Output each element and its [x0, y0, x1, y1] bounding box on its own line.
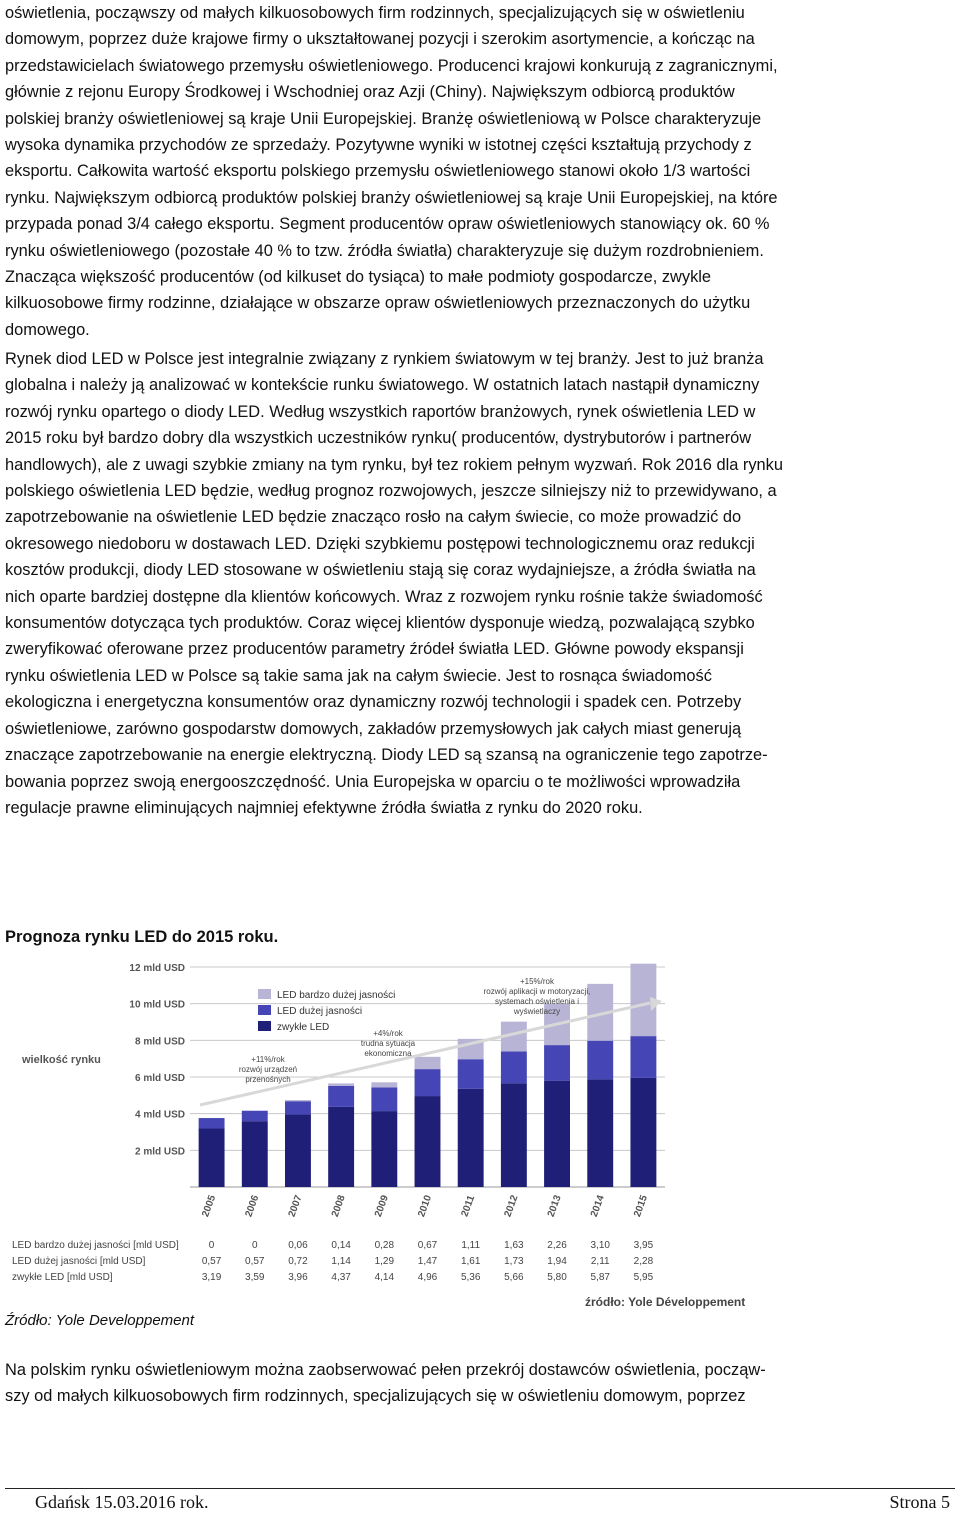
- table-cell: 1,14: [331, 1256, 351, 1267]
- chart-heading: Prognoza rynku LED do 2015 roku.: [5, 928, 279, 946]
- paragraph-3-line: Na polskim rynku oświetleniowym można zaobserwować pełen przekrój dostawców oświetlenia, począw-: [5, 1361, 766, 1379]
- bar-segment-2009-s0: [371, 1111, 397, 1187]
- bar-segment-2012-s0: [501, 1083, 527, 1187]
- y-tick-label: 6 mld USD: [134, 1073, 185, 1084]
- paragraph-1-line: rynku oświetleniowego (pozostałe 40 % to tzw. źródła światła) charakteryzuje się dużym rozdrobnieniem.: [5, 241, 764, 260]
- legend-label: LED dużej jasności: [277, 1006, 363, 1017]
- table-cell: 5,36: [460, 1272, 481, 1283]
- x-tick-label: 2015: [632, 1193, 651, 1219]
- paragraph-1: [5, 0, 950, 343]
- bar-segment-2005-s1: [199, 1118, 225, 1128]
- table-cell: 1,61: [460, 1256, 481, 1267]
- source-caption: Źródło: Yole Developpement: [5, 1312, 195, 1329]
- paragraph-2-line: kosztów produkcji, diody LED stosowane w oświetleniu stają się coraz wydajniejsze, a źródła światła na: [5, 561, 756, 580]
- bar-segment-2009-s2: [371, 1082, 397, 1087]
- paragraph-2-line: regulacje prawne eliminujących najmniej efektywne źródła światła z rynku do 2020 roku.: [5, 798, 643, 817]
- paragraph-2-line: zweryfikować oferowane przez producentów parametry źródeł światła LED. Główne powody ekspansji: [5, 640, 744, 659]
- table-cell: 5,87: [590, 1272, 610, 1283]
- annotation-text: +11%/rok: [251, 1055, 285, 1064]
- table-cell: 5,80: [547, 1272, 567, 1283]
- bar-segment-2010-s0: [415, 1096, 441, 1187]
- paragraph-2: [5, 346, 950, 821]
- paragraph-1-line: kilkuosobowe firmy rodzinne, działające w obszarze opraw oświetleniowych przeznaczonych do użytku: [5, 294, 751, 313]
- bar-segment-2007-s0: [285, 1114, 311, 1187]
- bar-segment-2007-s1: [285, 1101, 311, 1114]
- paragraph-1-line: przypada ponad 3/4 całego eksportu. Segment producentów opraw oświetleniowych stanowiący ok. 60 %: [5, 215, 770, 234]
- paragraph-2-line: polskiego oświetlenia LED będzie, według prognoz rozwojowych, jeszcze silniejszy niż to przewidywano, a: [5, 482, 777, 501]
- annotation-text: systemach oświetlenia i: [494, 997, 580, 1006]
- paragraph-1-line: rynku. Największym odbiorcą produktów polskiej branży oświetleniowej są kraje Unii Europejskiej, na które: [5, 188, 778, 207]
- bar-segment-2015-s1: [630, 1036, 656, 1078]
- table-cell: 4,37: [331, 1272, 351, 1283]
- table-cell: 1,63: [504, 1240, 524, 1251]
- y-axis-label: wielkość rynku: [22, 1054, 101, 1066]
- table-cell: 1,94: [547, 1256, 567, 1267]
- x-tick-label: 2011: [459, 1194, 478, 1219]
- paragraph-2-line: bowania poprzez swoją energooszczędność. Unia Europejska w oparciu o te możliwości wprowadziła: [5, 772, 741, 791]
- bar-segment-2014-s1: [587, 1041, 613, 1080]
- paragraph-2-line: handlowych), ale z uwagi szybkie zmiany na tym rynku, był tez rokiem pełnym wyzwań. Rok 2016 dla rynku: [5, 455, 783, 474]
- bar-segment-2009-s1: [371, 1087, 397, 1111]
- paragraph-1-line: głównie z rejonu Europy Środkowej i Wschodniej oraz Azji (Chiny). Największym odbiorcą produktów: [5, 83, 735, 102]
- x-tick-label: 2008: [329, 1193, 348, 1219]
- paragraph-2-line: globalna i należy ją analizować w kontekście runku światowego. W ostatnich latach nastąpił dynamiczny: [5, 376, 760, 395]
- bar-segment-2015-s0: [630, 1078, 656, 1187]
- table-cell: 2,11: [590, 1256, 610, 1267]
- table-cell: 0: [251, 1240, 258, 1251]
- y-tick-label: 10 mld USD: [129, 999, 185, 1011]
- paragraph-1-line: domowego.: [5, 320, 90, 339]
- paragraph-3-line: szy od małych kilkuosobowych firm rodzinnych, specjalizujących się w oświetleniu domowym, poprzez: [5, 1387, 746, 1406]
- table-cell: 3,59: [245, 1272, 265, 1283]
- bar-segment-2014-s0: [587, 1079, 613, 1187]
- annotation-text: +4%/rok: [373, 1029, 403, 1038]
- page-footer: [5, 1488, 955, 1512]
- bar-segment-2008-s0: [328, 1107, 354, 1187]
- table-cell: 3,19: [201, 1272, 222, 1283]
- annotation-text: wyświetlaczy: [513, 1007, 561, 1016]
- bar-segment-2011-s1: [458, 1059, 484, 1089]
- table-row-label: LED bardzo dużej jasności [mld USD]: [12, 1240, 179, 1251]
- paragraph-1-line: eksportu. Całkowita wartość eksportu polskiego przemysłu oświetleniowego stanowi około 1/3 wartości: [5, 162, 751, 181]
- paragraph-2-line: ekologiczna i energetyczna konsumentów oraz dynamiczny rozwój technologii i spadek cen. Potrzeby: [5, 693, 742, 712]
- bar-segment-2010-s2: [415, 1057, 441, 1069]
- x-tick-label: 2012: [502, 1193, 521, 1219]
- table-cell: 3,10: [590, 1240, 610, 1251]
- page-number: Strona 5: [889, 1492, 950, 1512]
- annotation-text: rozwój urządzeń: [238, 1065, 298, 1074]
- paragraph-1-line: Znacząca większość producentów (od kilkuset do tysiąca) to małe podmioty gospodarcze, zwykle: [5, 268, 712, 287]
- table-cell: 0,57: [245, 1256, 265, 1267]
- table-cell: 1,29: [374, 1256, 395, 1267]
- bar-segment-2007-s2: [285, 1100, 311, 1101]
- table-cell: 0,14: [331, 1240, 351, 1251]
- legend-swatch: [258, 989, 271, 999]
- paragraph-1-line: wysoka dynamika przychodów ze sprzedaży. Pozytywne wyniki w istotnej części kształtują przychody z: [5, 136, 752, 155]
- paragraph-2-line: rozwój rynku opartego o diody LED. Według wszystkich raportów branżowych, rynek oświetlenia LED w: [5, 402, 756, 421]
- led-market-chart: [0, 955, 800, 1313]
- table-cell: 5,66: [504, 1272, 524, 1283]
- table-cell: 1,11: [461, 1240, 481, 1251]
- paragraph-2-line: rynku oświetlenia LED w Polsce są takie sama jak na całym świecie. Jest to rosnąca świadomość: [5, 666, 712, 685]
- paragraph-2-line: Rynek diod LED w Polsce jest integralnie związany z rynkiem światowym w tej branży. Jest to już branża: [5, 350, 764, 368]
- paragraph-2-line: nich oparte bardziej dostępne dla klientów końcowych. Wraz z rozwojem rynku rośnie także świadomość: [5, 587, 763, 606]
- table-cell: 0,72: [288, 1256, 308, 1267]
- bar-segment-2010-s1: [415, 1069, 441, 1096]
- table-cell: 0,57: [201, 1256, 222, 1267]
- annotation-text: +15%/rok: [519, 977, 555, 986]
- paragraph-2-line: okresowego niedoboru w dostawach LED. Dzięki szybkiemu postępowi technologicznemu oraz redukcji: [5, 534, 755, 553]
- paragraph-3: [5, 1357, 950, 1410]
- annotation-text: rozwój aplikacji w motoryzacji,: [483, 987, 591, 996]
- table-cell: 1,73: [504, 1256, 524, 1267]
- y-tick-label: 12 mld USD: [129, 963, 185, 974]
- paragraph-1-line: oświetlenia, począwszy od małych kilkuosobowych firm rodzinnych, specjalizujących się w oświetleniu: [5, 4, 745, 22]
- paragraph-2-line: znaczące zapotrzebowanie na energie elektryczną. Diody LED są szansą na ograniczenie tego zapotrze-: [5, 746, 768, 765]
- bar-segment-2012-s1: [501, 1052, 527, 1084]
- y-tick-label: 8 mld USD: [134, 1036, 185, 1048]
- table-cell: 0,67: [417, 1240, 438, 1251]
- table-cell: 4,96: [417, 1272, 438, 1283]
- table-row-label: zwykłe LED [mld USD]: [12, 1272, 113, 1283]
- annotation-text: trudna sytuacja: [360, 1039, 416, 1048]
- x-tick-label: 2009: [372, 1193, 391, 1219]
- paragraph-1-line: przedstawicielach światowego przemysłu oświetleniowego. Producenci krajowi konkurują z zagranicznymi,: [5, 56, 778, 75]
- paragraph-2-line: 2015 roku był bardzo dobry dla wszystkich uczestników rynku( producentów, dystrybutorów i partnerów: [5, 429, 752, 448]
- table-cell: 4,14: [374, 1272, 395, 1283]
- paragraph-2-line: konsumentów dotycząca tych produktów. Coraz więcej klientów dysponuje wiedzą, pozwalającą szybko: [5, 614, 755, 633]
- bar-segment-2008-s2: [328, 1083, 354, 1086]
- bar-segment-2006-s1: [242, 1111, 268, 1121]
- x-tick-label: 2006: [243, 1193, 262, 1219]
- bar-segment-2008-s1: [328, 1086, 354, 1107]
- table-cell: 1,47: [417, 1256, 438, 1267]
- table-cell: 5,95: [633, 1272, 654, 1283]
- bar-segment-2006-s0: [242, 1121, 268, 1187]
- paragraph-2-line: oświetleniowe, zarówno gospodarstw domowych, zakładów przemysłowych jak całych miast generują: [5, 719, 742, 738]
- legend-label: zwykłe LED: [277, 1022, 330, 1033]
- y-tick-label: 2 mld USD: [134, 1146, 185, 1158]
- table-cell: 2,28: [633, 1256, 654, 1267]
- x-tick-label: 2014: [588, 1193, 607, 1219]
- table-cell: 0: [208, 1240, 215, 1251]
- table-cell: 3,96: [288, 1272, 308, 1283]
- x-tick-label: 2007: [286, 1193, 305, 1219]
- footer-date: Gdańsk 15.03.2016 rok.: [35, 1492, 209, 1512]
- table-row-label: LED dużej jasności [mld USD]: [12, 1256, 146, 1267]
- bar-segment-2013-s1: [544, 1045, 570, 1081]
- bar-segment-2013-s0: [544, 1081, 570, 1187]
- annotation-text: ekonomiczna: [364, 1049, 412, 1058]
- chart-source-note: źródło: Yole Développement: [585, 1295, 746, 1309]
- annotation-text: przenośnych: [245, 1075, 291, 1084]
- paragraph-1-line: polskiej branży oświetleniowej są kraje Unii Europejskiej. Branżę oświetleniową w Polsce charakteryzuje: [5, 109, 762, 128]
- x-tick-label: 2010: [416, 1193, 435, 1219]
- table-cell: 0,28: [374, 1240, 395, 1251]
- table-cell: 3,95: [633, 1240, 654, 1251]
- table-cell: 2,26: [547, 1240, 567, 1251]
- table-cell: 0,06: [288, 1240, 308, 1251]
- legend-label: LED bardzo dużej jasności: [277, 990, 396, 1001]
- legend-swatch: [258, 1005, 271, 1015]
- y-tick-label: 4 mld USD: [134, 1109, 185, 1121]
- paragraph-2-line: zapotrzebowanie na oświetlenie LED będzie znacząco rosło na całym świecie, co może prowadzić do: [5, 508, 742, 527]
- bar-segment-2011-s0: [458, 1089, 484, 1187]
- x-tick-label: 2013: [545, 1193, 564, 1219]
- legend-swatch: [258, 1021, 271, 1031]
- bar-segment-2005-s0: [199, 1129, 225, 1187]
- paragraph-1-line: domowym, poprzez duże krajowe firmy o ukształtowanej pozycji i szerokim asortymencie, a kończąc na: [5, 30, 755, 49]
- x-tick-label: 2005: [200, 1193, 219, 1219]
